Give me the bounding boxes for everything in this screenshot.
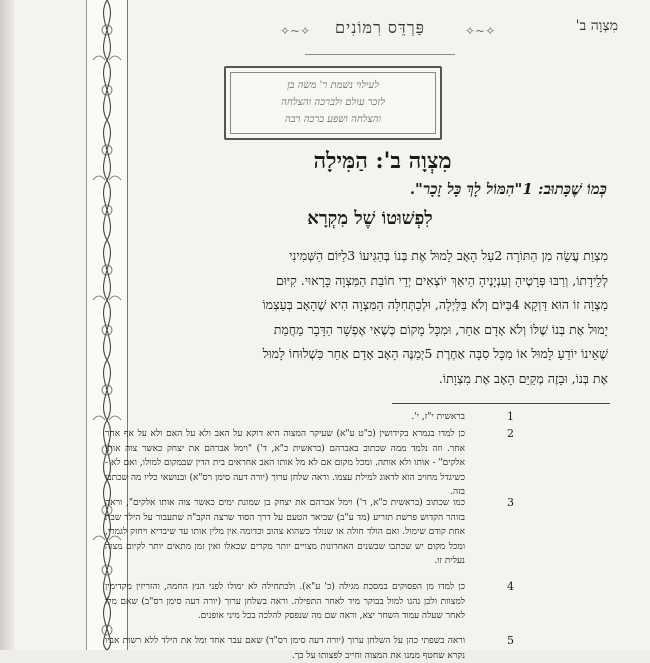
dedication-line: לעילוי נשמת ר' משה בן xyxy=(287,80,379,91)
footnote-rule xyxy=(392,403,610,404)
footnote-number: 2 xyxy=(507,427,514,440)
footnote-text: בראשית י"ז, י'. xyxy=(411,412,465,422)
scan-edge xyxy=(0,0,14,650)
text-line: שֶׁאֵינוֹ יוֹדֵעַ לָמוּל אוֹ מִכָּל סִבָּה אַחֶרֶת 5יְמַנֶּה הָאָב אָדָם אַחֵר כִּשְׁלוּחוֹ לָמוּל xyxy=(262,346,608,361)
dedication-line: והצלחה ושפע ברכה רבה xyxy=(284,114,382,125)
footnote-number: 5 xyxy=(507,634,514,647)
dedication-line: לזכר עולם ולברכה והצלחה xyxy=(281,97,385,108)
mitzvah-title: מִצְוָה ב': הַמִּילָה xyxy=(313,148,452,174)
footnote-number: 1 xyxy=(507,410,514,423)
page-header xyxy=(135,10,630,50)
text-line: יָמוּל אֶת בְּנוֹ שֶׁלּוֹ וְלֹא אָדָם אַחֵר, וּמִכָּל מָקוֹם כְּשֶׁאִי אֶפְשָׁר הַדָּבָר מֵחֲמַת xyxy=(273,321,608,337)
dedication-frame xyxy=(224,66,442,140)
running-mitzvah-label: מִצְוָה ב' xyxy=(575,18,618,34)
running-title: פַּרְדֵּס רִמּוֹנִים xyxy=(335,18,425,37)
section-heading: לִפְשׁוּטוֹ שֶׁל מִקְרָא xyxy=(307,208,433,229)
footnote-number: 3 xyxy=(507,496,514,509)
text-line: מִצְוָה זוֹ הוּא דַּוְקָא 4בַּיּוֹם וְלֹא בַּלַּיְלָה, וּלְכַתְּחִלָּה הַמִּצְוָה הִיא שֶׁהָאָב בְּעַצְמוֹ xyxy=(262,297,608,312)
footnote-text: כן למדו מן הפסוקים במסכת מגילה (כ' ע"א). ולכתחילה לא ימולו לפני הנץ החמה, והזריזין מקדימין למצוות ולכן נהגו למול בבוקר מיד לאחר התפילה. וראה בשלחן ערוך (יורה דעה סימן רס"ב) שאם מלו לאחר שעלה עמוד השחר יצא, וראה שם מה שנפסק להלכה בכל מיני אופנים. xyxy=(105,582,465,621)
header-ornament-right-icon: ✧~✧ xyxy=(465,24,496,38)
footnote-text: כמו שכתוב (בראשית כ"א, ד') וימל אברהם את יצחק בן שמונת ימים כאשר צוה אותו אלקים", וראה בזוהר הקדוש פרשת תזריע (מד ע"ב) שביאר הטעם על דרך הסוד שרצה הקב"ה שתעבור על הילד שבת אחת קודם שימול. ואם הולד חולה או שנולד כשהוא צהוב וכדומה אין מלין אותו עד שיבריא ויחזק לגמרי, ומכל מקום יש שכתבו שבשנים האחרונות מצויים יותר מקרים שכאלו ואין זמן מתאים יותר לקיום מצוה נעלית זו. xyxy=(105,498,465,566)
header-divider xyxy=(305,54,455,55)
footnote-number: 4 xyxy=(507,580,514,593)
text-line: לְלֵידָתוֹ, וְרַבּוּ פְּרָטֶיהָ וְעִנְיָנֶיהָ הֵיאַךְ יוֹצְאִים יְדֵי חוֹבַת הַמִּצְוָה כָּרָאוּי. קִיּוּם xyxy=(275,272,608,288)
footnote-text: וראה בשפתי כהן על השלחן ערוך (יורה דעה סימן רס"ד) שאם עבר אחד ומל את הילד ללא רשות אביו נקרא שחטף ממנו את המצוה וחייב לפצותו על כך. xyxy=(105,636,465,661)
text-line: מִצְוַת עֲשֵׂה מִן הַתּוֹרָה 2עַל הָאָב לָמוּל אֶת בְּנוֹ בְּהַגִּיעוֹ 3לַיּוֹם הַשְּׁמִינִי xyxy=(289,248,608,263)
header-ornament-left-icon: ✧~✧ xyxy=(280,24,311,38)
footnote-text: כן למדו בגמרא בקידושין (כ"ט ע"א) שעיקר המצוה היא דוקא על האב ולא על האם ולא על אף אחר אחר. וזה נלמד ממה שכתוב באברהם (בראשית כ"א, ד') "וימל אברהם את יצחק כאשר צוה אותו אלקים" - אותו ולא אותה. ומכל מקום אם לא מל אותו האב אחראים בית הדין שבמקום למולו, ואם לא - כשיגדל מחויב הוא לדאוג למילת עצמו. וראה שלחן ערוך (יורה דעה סימן רס"א) ובנושאי כליו מה שכתבו בזה. xyxy=(105,429,465,497)
text-line: אֶת בְּנוֹ, וּבָזֶה מְקַיֵּם הָאָב אֶת מִצְוָתוֹ. xyxy=(438,370,608,386)
footnotes xyxy=(105,410,630,661)
verse-intro: כְּמוֹ שֶׁכָּתוּב: 1"הִמּוֹל לָךְ כָּל זָכָר". xyxy=(409,180,607,198)
main-text xyxy=(188,244,608,394)
